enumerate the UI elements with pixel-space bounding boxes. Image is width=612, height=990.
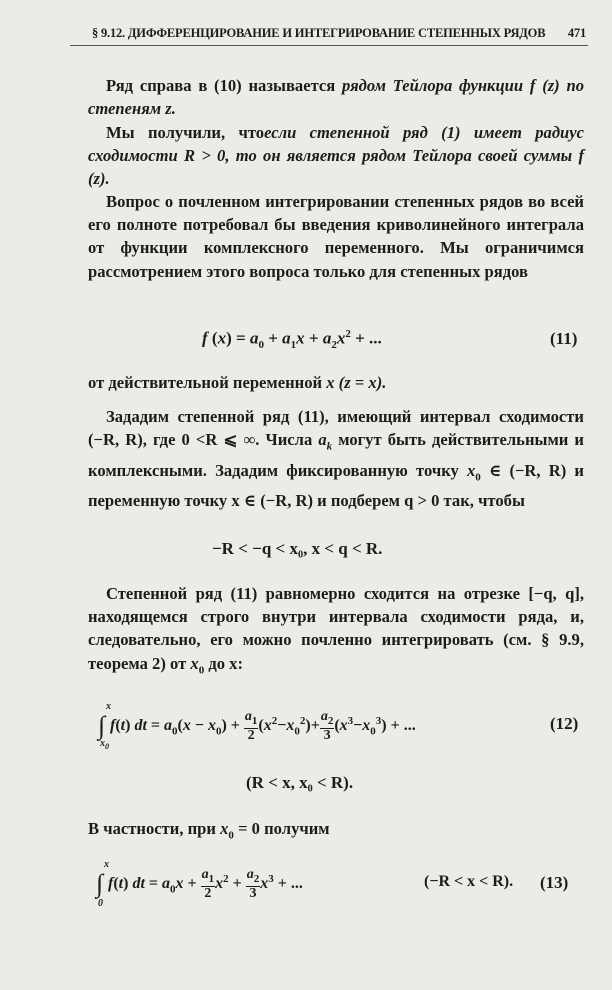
header-rule <box>70 45 588 46</box>
paragraph-theorem: Мы получили, чтоесли степенной ряд (1) имеет радиус сходимости R > 0, то он является рядом Тейлора своей суммы f (z). <box>88 123 585 189</box>
paragraph-taylor-def: Ряд справа в (10) называется рядом Тейлора функции f (z) по степеням z. <box>88 76 584 119</box>
equation-13-condition: (−R < x < R). <box>424 873 514 890</box>
equation-11: f $(x) = a_0 + a_1x + a_2x^2$ + ... <box>202 328 382 352</box>
running-head: § 9.12. ДИФФЕРЕНЦИРОВАНИЕ И ИНТЕГРИРОВАНИЕ СТЕПЕННЫХ РЯДОВ <box>92 26 546 40</box>
equation-13-label: (13) <box>540 873 569 892</box>
equation-interval: −R < −q < x₀, x < q < R. <box>212 539 383 558</box>
equation-11-label: (11) <box>550 329 578 348</box>
equation-13: ∫ x 0 f(t) dt = $a_0x$ + $\frac{a_1}{2}$ $x^2$ + $\frac{a_2}{3}$ $x^3$ + ... <box>96 859 303 910</box>
paragraph-integration: Степенной ряд (11) равномерно сходится на отрезке [−q, q], находящемся строго внутри интервала сходимости ряда, и, следовательно, его можно почленно интегрировать (см. § 9.9, теорема 2) от $x_0$ до x: <box>88 584 584 676</box>
equation-12-condition: (R < x, x₀ < R). <box>246 773 354 792</box>
equation-12-label: (12) <box>550 714 579 733</box>
paragraph-question: Вопрос о почленном интегрировании степенных рядов во всей его полноте потребовал бы введения криволинейного интеграла от функции комплексного переменного. Мы ограничимся рассмотрением этого вопроса только для степенных рядов <box>88 192 584 281</box>
paragraph-real-variable: от действительной переменной x (z = x). <box>88 373 387 392</box>
page-header <box>92 26 592 44</box>
equation-12: ∫ x $x_0$ f(t) dt = $a_0(x - x_0)$ + $\frac{a_1}{2}$ $(x^2-x_0^2)+$ $\frac{a_2}{3}$ $(x^3-x_0^3)$ + ... <box>98 701 416 752</box>
paragraph-special-case: В частности, при $x_0 = 0$ получим <box>88 819 330 842</box>
paragraph-setup: Зададим степенной ряд (11), имеющий интервал сходимости (−R, R), где 0 <R ⩽ ∞. Числа $a_k$ могут быть действительными и комплексными. Зададим фиксированную точку $x_0$ ∈ (−R, R) и переменную точку x ∈ (−R, R) и подберем q > 0 так, чтобы <box>88 407 584 511</box>
page-number: 471 <box>567 26 586 40</box>
